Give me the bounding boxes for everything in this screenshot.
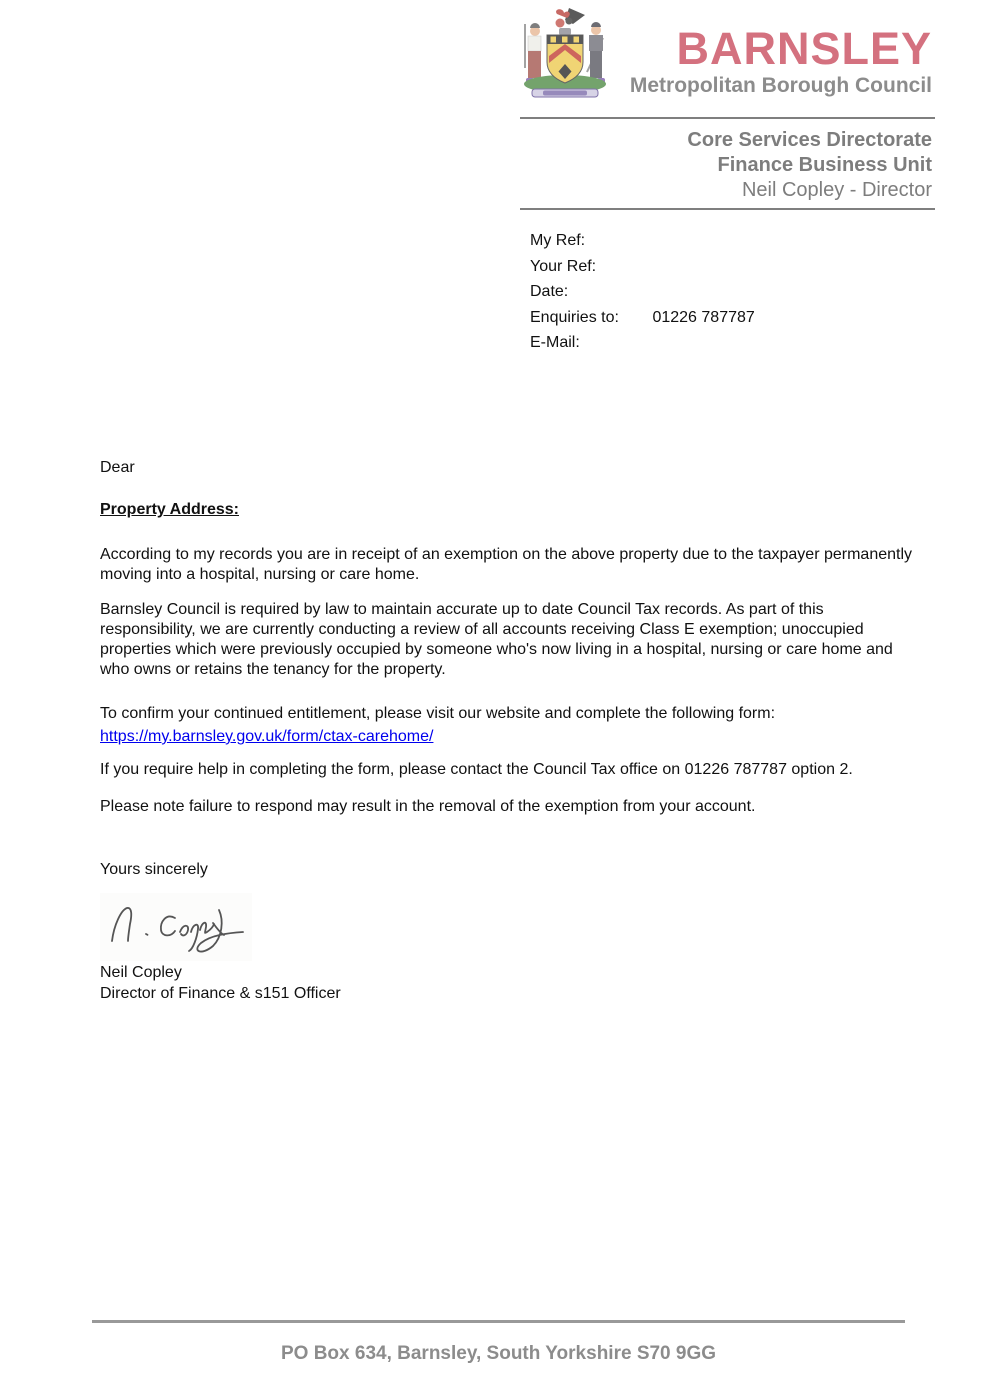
- paragraph-review: Barnsley Council is required by law to maintain accurate up to date Council Tax records. As part of this responsibility, we are currently conducting a review of all accounts receiving Class E exemption; unoccupied properties which were previously occupied by someone who's now living in a hospital, nursing or care home and who owns or retains the tenancy for the property.: [100, 601, 893, 678]
- org-name: BARNSLEY: [676, 23, 932, 74]
- footer-address: PO Box 634, Barnsley, South Yorkshire S70 9GG: [280, 1343, 717, 1364]
- your-ref-label: Your Ref:: [530, 257, 597, 275]
- enquiries-phone: 01226 787787: [652, 308, 755, 326]
- email-label: E-Mail:: [530, 334, 580, 351]
- header-divider-bottom: [520, 208, 935, 210]
- business-unit: Finance Business Unit: [717, 154, 932, 176]
- reference-block: [530, 228, 755, 356]
- enquiries-row: [530, 305, 755, 331]
- org-subtitle: Metropolitan Borough Council: [629, 74, 932, 97]
- date-row: [530, 279, 755, 305]
- subject-line: Property Address:: [100, 501, 239, 518]
- date-label: Date:: [530, 283, 569, 300]
- directorate-name: Core Services Directorate: [687, 129, 932, 151]
- council-coat-of-arms-icon: [513, 6, 617, 102]
- your-ref-row: [530, 254, 755, 280]
- header-divider-top: [520, 117, 935, 119]
- signatory-title: Director of Finance & s151 Officer: [100, 985, 341, 1002]
- footer-divider: [92, 1320, 905, 1323]
- council-logotype: [618, 23, 932, 98]
- directorate-block: [520, 128, 932, 203]
- signature-image: [100, 893, 252, 961]
- email-row: [530, 330, 755, 356]
- form-intro-text: To confirm your continued entitlement, please visit our website and complete the following form:: [100, 705, 776, 722]
- paragraph-help: If you require help in completing the form, please contact the Council Tax office on 01226 787787 option 2.: [100, 761, 853, 778]
- paragraph-warning: Please note failure to respond may result in the removal of the exemption from your account.: [100, 798, 756, 815]
- paragraph-form: [100, 702, 920, 748]
- my-ref-label: My Ref:: [530, 232, 586, 249]
- closing-line: Yours sincerely: [100, 861, 208, 878]
- carehome-form-link[interactable]: https://my.barnsley.gov.uk/form/ctax-carehome/: [100, 728, 434, 745]
- my-ref-row: [530, 228, 755, 254]
- signatory-name: Neil Copley: [100, 964, 182, 981]
- director-line: Neil Copley - Director: [741, 179, 932, 201]
- enquiries-label: Enquiries to:: [530, 308, 619, 326]
- salutation: Dear: [100, 459, 135, 476]
- paragraph-exemption: According to my records you are in receipt of an exemption on the above property due to the taxpayer permanently moving into a hospital, nursing or care home.: [100, 546, 913, 583]
